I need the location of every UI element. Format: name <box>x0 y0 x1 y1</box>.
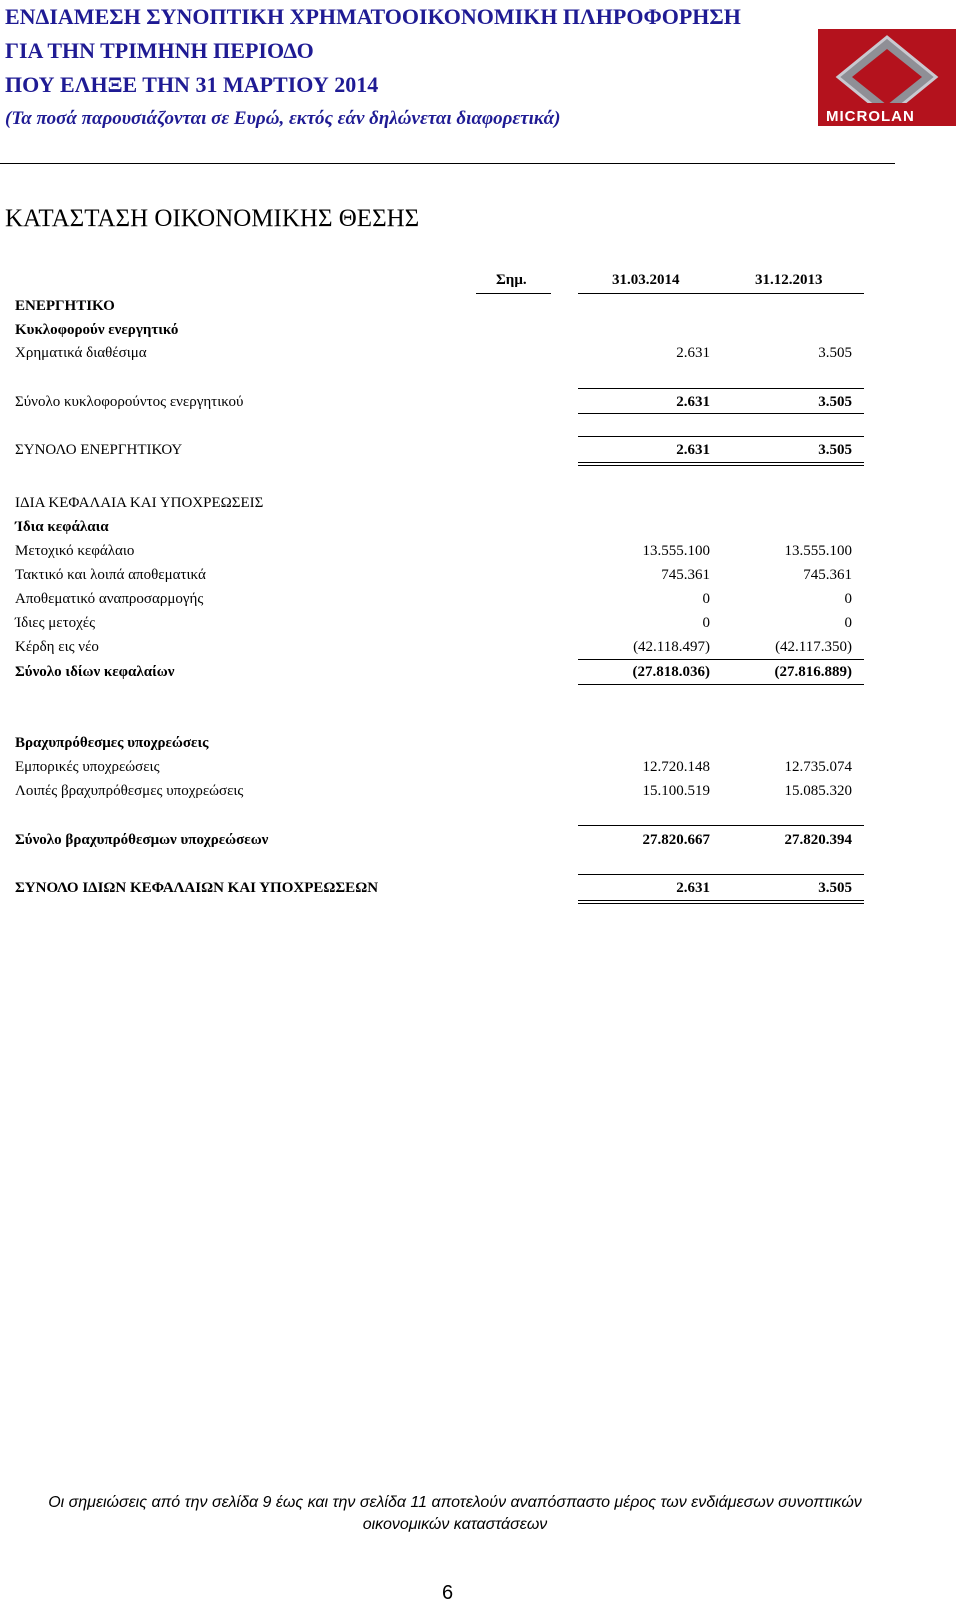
revaluation-reserve-2013: 0 <box>844 591 852 607</box>
period-column-header-1: 31.03.2014 <box>612 272 680 288</box>
revaluation-reserve-label: Αποθεματικό αναπροσαρμογής <box>15 591 204 607</box>
total-equity-liabilities-label: ΣΥΝΟΛΟ ΙΔΙΩΝ ΚΕΦΑΛΑΙΩΝ ΚΑΙ ΥΠΟΧΡΕΩΣΕΩΝ <box>15 880 379 896</box>
trade-payables-2013: 12.735.074 <box>784 759 852 775</box>
trade-payables-label: Εμπορικές υποχρεώσεις <box>15 759 160 775</box>
currency-note: (Τα ποσά παρουσιάζονται σε Ευρώ, εκτός εάν δηλώνεται διαφορετικά) <box>5 108 561 129</box>
share-capital-2013: 13.555.100 <box>784 543 852 559</box>
grand-total-double-rule <box>578 900 864 904</box>
note-header-underline <box>476 293 551 294</box>
statement-title: ΚΑΤΑΣΤΑΣΗ ΟΙΚΟΝΟΜΙΚΗΣ ΘΕΣΗΣ <box>5 205 420 232</box>
current-assets-heading: Κυκλοφορούν ενεργητικό <box>15 322 179 338</box>
period-column-header-2: 31.12.2013 <box>755 272 823 288</box>
short-term-subtotal-rule <box>578 825 864 826</box>
report-title-line-2: ΓΙΑ ΤΗΝ ΤΡΙΜΗΝΗ ΠΕΡΙΟΔΟ <box>5 38 314 63</box>
footnote-line-1: Οι σημειώσεις από την σελίδα 9 έως και την σελίδα 11 αποτελούν αναπόσπαστο μέρος των ενδιάμεσων συνοπτικών <box>48 1494 862 1511</box>
short-term-liabilities-heading: Βραχυπρόθεσμες υποχρεώσεις <box>15 735 209 751</box>
other-short-term-2013: 15.085.320 <box>784 783 852 799</box>
total-assets-2013: 3.505 <box>818 442 852 458</box>
total-equity-label: Σύνολο ιδίων κεφαλαίων <box>15 664 175 680</box>
treasury-shares-2013: 0 <box>844 615 852 631</box>
treasury-shares-label: Ίδιες μετοχές <box>15 615 96 631</box>
page-number: 6 <box>441 1582 454 1604</box>
equity-liabilities-heading: ΙΔΙΑ ΚΕΦΑΛΑΙΑ ΚΑΙ ΥΠΟΧΡΕΩΣΕΙΣ <box>15 495 264 511</box>
cash-label: Χρηματικά διαθέσιμα <box>15 345 147 361</box>
subtotal-rule-top <box>578 388 864 389</box>
other-short-term-label: Λοιπές βραχυπρόθεσμες υποχρεώσεις <box>15 783 244 799</box>
equity-subtotal-rule <box>578 659 864 660</box>
total-current-assets-2014: 2.631 <box>676 394 710 410</box>
reserves-label: Τακτικό και λοιπά αποθεματικά <box>15 567 206 583</box>
footnote-line-2: οικονομικών καταστάσεων <box>362 1516 548 1533</box>
retained-earnings-2014: (42.118.497) <box>633 639 710 655</box>
note-column-header: Σημ. <box>496 272 527 288</box>
period-header-underline <box>578 293 864 294</box>
trade-payables-2014: 12.720.148 <box>642 759 710 775</box>
revaluation-reserve-2014: 0 <box>702 591 710 607</box>
grand-total-rule-top <box>578 874 864 875</box>
cash-value-2014: 2.631 <box>676 345 710 361</box>
total-equity-rule <box>578 684 864 685</box>
total-short-term-label: Σύνολο βραχυπρόθεσμων υποχρεώσεων <box>15 832 269 848</box>
footnote <box>0 1492 910 1536</box>
share-capital-label: Μετοχικό κεφάλαιο <box>15 543 135 559</box>
header-rule <box>0 163 895 164</box>
retained-earnings-2013: (42.117.350) <box>775 639 852 655</box>
total-equity-liabilities-2014: 2.631 <box>676 880 710 896</box>
treasury-shares-2014: 0 <box>702 615 710 631</box>
equity-heading: Ίδια κεφάλαια <box>15 519 109 535</box>
total-equity-liabilities-2013: 3.505 <box>818 880 852 896</box>
reserves-2013: 745.361 <box>803 567 852 583</box>
total-equity-2014: (27.818.036) <box>632 664 710 680</box>
report-title-line-1: ΕΝΔΙΑΜΕΣΗ ΣΥΝΟΠΤΙΚΗ ΧΡΗΜΑΤΟΟΙΚΟΝΟΜΙΚΗ ΠΛΗΡΟΦΟΡΗΣΗ <box>5 4 741 29</box>
share-capital-2014: 13.555.100 <box>642 543 710 559</box>
subtotal-rule-bottom <box>578 413 864 414</box>
total-short-term-2013: 27.820.394 <box>784 832 852 848</box>
other-short-term-2014: 15.100.519 <box>642 783 710 799</box>
svg-text:MICROLAN: MICROLAN <box>826 108 915 125</box>
total-current-assets-label: Σύνολο κυκλοφορούντος ενεργητικού <box>15 394 244 410</box>
total-assets-label: ΣΥΝΟΛΟ ΕΝΕΡΓΗΤΙΚΟΥ <box>15 442 183 458</box>
assets-heading: ΕΝΕΡΓΗΤΙΚΟ <box>15 298 115 314</box>
microland-logo <box>818 29 956 126</box>
total-assets-double-rule <box>578 462 864 466</box>
retained-earnings-label: Κέρδη εις νέο <box>15 639 99 655</box>
total-short-term-2014: 27.820.667 <box>642 832 710 848</box>
cash-value-2013: 3.505 <box>818 345 852 361</box>
total-assets-rule-top <box>578 436 864 437</box>
total-equity-2013: (27.816.889) <box>774 664 852 680</box>
total-current-assets-2013: 3.505 <box>818 394 852 410</box>
report-title-line-3: ΠΟΥ ΕΛΗΞΕ ΤΗΝ 31 ΜΑΡΤΙΟΥ 2014 <box>5 72 379 97</box>
reserves-2014: 745.361 <box>661 567 710 583</box>
total-assets-2014: 2.631 <box>676 442 710 458</box>
